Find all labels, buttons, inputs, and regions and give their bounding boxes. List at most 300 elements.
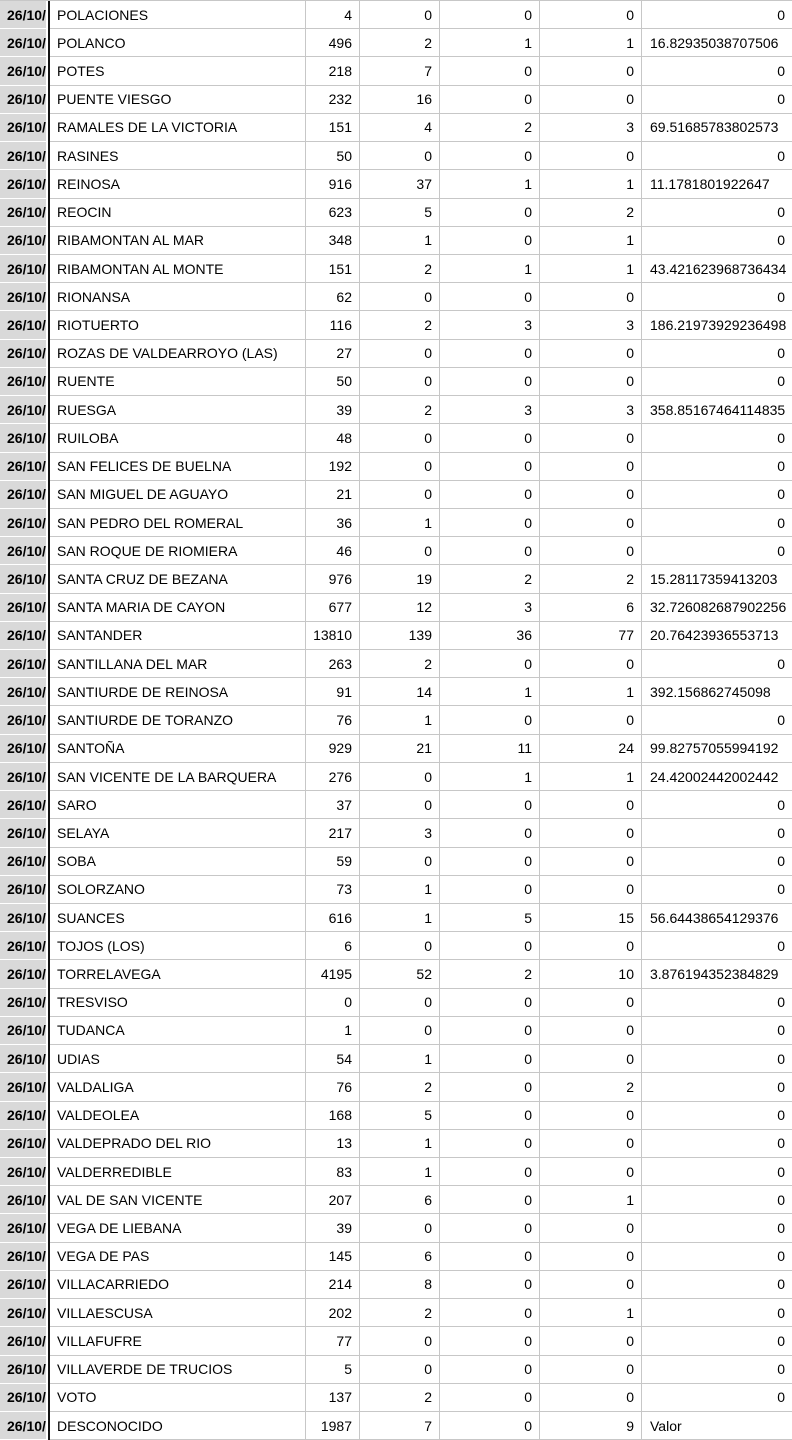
value-cell-3: 1 — [440, 170, 540, 198]
date-cell: 26/10/ — [0, 1412, 50, 1440]
date-cell: 26/10/ — [0, 594, 50, 622]
value-cell-4: 0 — [540, 1045, 642, 1073]
value-cell-1: 4195 — [306, 960, 360, 988]
date-cell: 26/10/ — [0, 1073, 50, 1101]
value-cell-5: 0 — [642, 453, 792, 481]
value-cell-5: 11.1781801922647 — [642, 170, 792, 198]
table-row — [0, 848, 792, 876]
table-row — [0, 678, 792, 706]
date-cell: 26/10/ — [0, 57, 50, 85]
municipality-cell: TOJOS (LOS) — [50, 932, 306, 960]
value-cell-5: 43.421623968736434 — [642, 255, 792, 283]
value-cell-5: 0 — [642, 509, 792, 537]
value-cell-1: 62 — [306, 283, 360, 311]
value-cell-2: 1 — [360, 1130, 440, 1158]
value-cell-4: 0 — [540, 283, 642, 311]
date-cell: 26/10/ — [0, 1271, 50, 1299]
table-row — [0, 509, 792, 537]
value-cell-5: 0 — [642, 142, 792, 170]
municipality-cell: VEGA DE LIEBANA — [50, 1214, 306, 1242]
value-cell-2: 21 — [360, 735, 440, 763]
value-cell-4: 0 — [540, 1356, 642, 1384]
value-cell-1: 616 — [306, 904, 360, 932]
value-cell-4: 0 — [540, 424, 642, 452]
value-cell-1: 976 — [306, 565, 360, 593]
table-row — [0, 29, 792, 57]
table-row — [0, 594, 792, 622]
value-cell-4: 0 — [540, 481, 642, 509]
municipality-cell: VAL DE SAN VICENTE — [50, 1186, 306, 1214]
municipality-cell: RUESGA — [50, 396, 306, 424]
value-cell-2: 0 — [360, 142, 440, 170]
date-cell: 26/10/ — [0, 650, 50, 678]
municipality-cell: SARO — [50, 791, 306, 819]
municipality-cell: SUANCES — [50, 904, 306, 932]
value-cell-1: 39 — [306, 1214, 360, 1242]
value-cell-4: 1 — [540, 1186, 642, 1214]
value-cell-3: 0 — [440, 1327, 540, 1355]
value-cell-2: 0 — [360, 1327, 440, 1355]
value-cell-2: 1 — [360, 1045, 440, 1073]
date-cell: 26/10/ — [0, 706, 50, 734]
value-cell-4: 0 — [540, 86, 642, 114]
table-row — [0, 1214, 792, 1242]
value-cell-4: 0 — [540, 1214, 642, 1242]
value-cell-1: 348 — [306, 227, 360, 255]
table-row — [0, 1299, 792, 1327]
value-cell-2: 1 — [360, 509, 440, 537]
value-cell-3: 0 — [440, 1073, 540, 1101]
value-cell-5: 56.64438654129376 — [642, 904, 792, 932]
table-row — [0, 1, 792, 29]
value-cell-4: 2 — [540, 1073, 642, 1101]
value-cell-5: 0 — [642, 791, 792, 819]
value-cell-1: 1987 — [306, 1412, 360, 1440]
municipality-cell: TORRELAVEGA — [50, 960, 306, 988]
value-cell-4: 0 — [540, 1130, 642, 1158]
table-row — [0, 763, 792, 791]
municipality-cell: RIOTUERTO — [50, 311, 306, 339]
value-cell-2: 0 — [360, 989, 440, 1017]
value-cell-5: 0 — [642, 340, 792, 368]
municipality-cell: RIBAMONTAN AL MONTE — [50, 255, 306, 283]
value-cell-2: 0 — [360, 424, 440, 452]
value-cell-1: 202 — [306, 1299, 360, 1327]
municipality-cell: TRESVISO — [50, 989, 306, 1017]
value-cell-3: 3 — [440, 311, 540, 339]
value-cell-5: 0 — [642, 57, 792, 85]
value-cell-1: 46 — [306, 537, 360, 565]
value-cell-5: Valor — [642, 1412, 792, 1440]
value-cell-2: 2 — [360, 1384, 440, 1412]
value-cell-5: 358.85167464114835 — [642, 396, 792, 424]
municipality-cell: SANTIURDE DE TORANZO — [50, 706, 306, 734]
value-cell-3: 0 — [440, 424, 540, 452]
value-cell-4: 0 — [540, 57, 642, 85]
value-cell-1: 151 — [306, 255, 360, 283]
value-cell-5: 0 — [642, 368, 792, 396]
municipality-cell: REOCIN — [50, 199, 306, 227]
table-row — [0, 904, 792, 932]
municipality-cell: SANTA MARIA DE CAYON — [50, 594, 306, 622]
date-cell: 26/10/ — [0, 1102, 50, 1130]
date-cell: 26/10/ — [0, 989, 50, 1017]
date-cell: 26/10/ — [0, 1299, 50, 1327]
date-cell: 26/10/ — [0, 678, 50, 706]
municipality-cell: RIBAMONTAN AL MAR — [50, 227, 306, 255]
date-cell: 26/10/ — [0, 1158, 50, 1186]
date-cell: 26/10/ — [0, 396, 50, 424]
value-cell-3: 0 — [440, 1384, 540, 1412]
value-cell-3: 0 — [440, 481, 540, 509]
table-row — [0, 396, 792, 424]
value-cell-3: 0 — [440, 1412, 540, 1440]
value-cell-1: 37 — [306, 791, 360, 819]
municipality-cell: SANTA CRUZ DE BEZANA — [50, 565, 306, 593]
table-row — [0, 1384, 792, 1412]
table-row — [0, 1102, 792, 1130]
value-cell-5: 0 — [642, 424, 792, 452]
date-cell: 26/10/ — [0, 1130, 50, 1158]
table-row — [0, 1412, 792, 1440]
value-cell-4: 0 — [540, 142, 642, 170]
value-cell-3: 1 — [440, 255, 540, 283]
value-cell-4: 0 — [540, 509, 642, 537]
value-cell-2: 52 — [360, 960, 440, 988]
table-row — [0, 1186, 792, 1214]
value-cell-4: 0 — [540, 1384, 642, 1412]
value-cell-5: 32.726082687902256 — [642, 594, 792, 622]
value-cell-2: 2 — [360, 1073, 440, 1101]
value-cell-2: 0 — [360, 763, 440, 791]
value-cell-4: 15 — [540, 904, 642, 932]
value-cell-2: 5 — [360, 199, 440, 227]
municipality-cell: RAMALES DE LA VICTORIA — [50, 114, 306, 142]
municipality-cell: POTES — [50, 57, 306, 85]
value-cell-5: 0 — [642, 1356, 792, 1384]
table-row — [0, 819, 792, 847]
value-cell-4: 1 — [540, 170, 642, 198]
value-cell-3: 0 — [440, 368, 540, 396]
date-cell: 26/10/ — [0, 509, 50, 537]
municipality-cell: VILLAFUFRE — [50, 1327, 306, 1355]
table-row — [0, 960, 792, 988]
table-row — [0, 706, 792, 734]
value-cell-4: 2 — [540, 199, 642, 227]
municipality-cell: SANTILLANA DEL MAR — [50, 650, 306, 678]
municipality-cell: REINOSA — [50, 170, 306, 198]
value-cell-4: 0 — [540, 340, 642, 368]
value-cell-5: 0 — [642, 1214, 792, 1242]
date-cell: 26/10/ — [0, 876, 50, 904]
value-cell-5: 0 — [642, 199, 792, 227]
value-cell-5: 0 — [642, 932, 792, 960]
table-row — [0, 142, 792, 170]
value-cell-4: 0 — [540, 989, 642, 1017]
table-row — [0, 57, 792, 85]
value-cell-2: 6 — [360, 1186, 440, 1214]
table-row — [0, 1130, 792, 1158]
table-row — [0, 424, 792, 452]
value-cell-2: 3 — [360, 819, 440, 847]
date-cell: 26/10/ — [0, 904, 50, 932]
value-cell-1: 192 — [306, 453, 360, 481]
value-cell-1: 77 — [306, 1327, 360, 1355]
value-cell-1: 137 — [306, 1384, 360, 1412]
table-row — [0, 453, 792, 481]
date-cell: 26/10/ — [0, 1186, 50, 1214]
value-cell-5: 0 — [642, 989, 792, 1017]
value-cell-5: 15.28117359413203 — [642, 565, 792, 593]
date-cell: 26/10/ — [0, 170, 50, 198]
value-cell-2: 0 — [360, 1, 440, 29]
value-cell-2: 14 — [360, 678, 440, 706]
value-cell-1: 214 — [306, 1271, 360, 1299]
value-cell-4: 0 — [540, 1102, 642, 1130]
value-cell-4: 0 — [540, 1017, 642, 1045]
date-cell: 26/10/ — [0, 1327, 50, 1355]
value-cell-3: 0 — [440, 1243, 540, 1271]
value-cell-3: 1 — [440, 678, 540, 706]
date-cell: 26/10/ — [0, 537, 50, 565]
table-row — [0, 1356, 792, 1384]
value-cell-5: 392.156862745098 — [642, 678, 792, 706]
value-cell-5: 0 — [642, 706, 792, 734]
value-cell-1: 145 — [306, 1243, 360, 1271]
value-cell-4: 0 — [540, 791, 642, 819]
municipality-cell: POLANCO — [50, 29, 306, 57]
value-cell-1: 13 — [306, 1130, 360, 1158]
date-cell: 26/10/ — [0, 622, 50, 650]
value-cell-2: 5 — [360, 1102, 440, 1130]
date-cell: 26/10/ — [0, 368, 50, 396]
value-cell-4: 0 — [540, 876, 642, 904]
value-cell-2: 0 — [360, 537, 440, 565]
value-cell-2: 19 — [360, 565, 440, 593]
date-cell: 26/10/ — [0, 340, 50, 368]
date-cell: 26/10/ — [0, 453, 50, 481]
value-cell-1: 916 — [306, 170, 360, 198]
table-row — [0, 1073, 792, 1101]
date-cell: 26/10/ — [0, 763, 50, 791]
table-row — [0, 481, 792, 509]
municipality-cell: TUDANCA — [50, 1017, 306, 1045]
date-cell: 26/10/ — [0, 1, 50, 29]
value-cell-2: 4 — [360, 114, 440, 142]
table-row — [0, 1271, 792, 1299]
value-cell-3: 0 — [440, 932, 540, 960]
municipality-cell: UDIAS — [50, 1045, 306, 1073]
value-cell-2: 2 — [360, 29, 440, 57]
value-cell-1: 13810 — [306, 622, 360, 650]
value-cell-3: 0 — [440, 1299, 540, 1327]
frozen-column-divider — [48, 1, 50, 1440]
table-row — [0, 199, 792, 227]
value-cell-4: 1 — [540, 1299, 642, 1327]
table-row — [0, 932, 792, 960]
value-cell-4: 24 — [540, 735, 642, 763]
value-cell-5: 0 — [642, 876, 792, 904]
value-cell-2: 0 — [360, 368, 440, 396]
value-cell-3: 2 — [440, 114, 540, 142]
value-cell-4: 1 — [540, 29, 642, 57]
value-cell-3: 0 — [440, 989, 540, 1017]
value-cell-1: 929 — [306, 735, 360, 763]
value-cell-1: 6 — [306, 932, 360, 960]
date-cell: 26/10/ — [0, 735, 50, 763]
value-cell-1: 83 — [306, 1158, 360, 1186]
date-cell: 26/10/ — [0, 848, 50, 876]
value-cell-2: 0 — [360, 1214, 440, 1242]
value-cell-3: 0 — [440, 1, 540, 29]
value-cell-3: 5 — [440, 904, 540, 932]
value-cell-3: 0 — [440, 1214, 540, 1242]
table-row — [0, 1158, 792, 1186]
table-row — [0, 650, 792, 678]
value-cell-3: 3 — [440, 396, 540, 424]
value-cell-4: 0 — [540, 1, 642, 29]
value-cell-5: 0 — [642, 1130, 792, 1158]
value-cell-1: 232 — [306, 86, 360, 114]
table-row — [0, 114, 792, 142]
value-cell-3: 0 — [440, 453, 540, 481]
date-cell: 26/10/ — [0, 481, 50, 509]
value-cell-5: 0 — [642, 227, 792, 255]
date-cell: 26/10/ — [0, 142, 50, 170]
value-cell-4: 1 — [540, 255, 642, 283]
value-cell-5: 0 — [642, 1186, 792, 1214]
value-cell-3: 0 — [440, 1158, 540, 1186]
value-cell-4: 2 — [540, 565, 642, 593]
value-cell-4: 0 — [540, 537, 642, 565]
date-cell: 26/10/ — [0, 283, 50, 311]
municipality-cell: RIONANSA — [50, 283, 306, 311]
value-cell-3: 0 — [440, 86, 540, 114]
value-cell-3: 0 — [440, 1356, 540, 1384]
table-row — [0, 170, 792, 198]
value-cell-5: 16.82935038707506 — [642, 29, 792, 57]
table-row — [0, 876, 792, 904]
date-cell: 26/10/ — [0, 86, 50, 114]
table-row — [0, 622, 792, 650]
value-cell-4: 0 — [540, 1243, 642, 1271]
value-cell-2: 0 — [360, 1356, 440, 1384]
municipality-cell: VALDEOLEA — [50, 1102, 306, 1130]
value-cell-4: 1 — [540, 763, 642, 791]
date-cell: 26/10/ — [0, 114, 50, 142]
value-cell-4: 3 — [540, 396, 642, 424]
table-row — [0, 1327, 792, 1355]
value-cell-2: 1 — [360, 904, 440, 932]
table-row — [0, 340, 792, 368]
value-cell-4: 6 — [540, 594, 642, 622]
date-cell: 26/10/ — [0, 199, 50, 227]
municipality-cell: SAN FELICES DE BUELNA — [50, 453, 306, 481]
value-cell-4: 1 — [540, 678, 642, 706]
table-row — [0, 255, 792, 283]
date-cell: 26/10/ — [0, 1045, 50, 1073]
value-cell-5: 20.76423936553713 — [642, 622, 792, 650]
value-cell-3: 0 — [440, 876, 540, 904]
date-cell: 26/10/ — [0, 565, 50, 593]
municipality-cell: VEGA DE PAS — [50, 1243, 306, 1271]
value-cell-2: 0 — [360, 1017, 440, 1045]
value-cell-1: 276 — [306, 763, 360, 791]
value-cell-1: 218 — [306, 57, 360, 85]
value-cell-1: 73 — [306, 876, 360, 904]
municipality-cell: SANTOÑA — [50, 735, 306, 763]
municipality-cell: RASINES — [50, 142, 306, 170]
municipality-cell: RUILOBA — [50, 424, 306, 452]
value-cell-1: 168 — [306, 1102, 360, 1130]
value-cell-5: 0 — [642, 848, 792, 876]
value-cell-3: 0 — [440, 848, 540, 876]
value-cell-3: 0 — [440, 142, 540, 170]
value-cell-2: 0 — [360, 848, 440, 876]
municipality-cell: SAN ROQUE DE RIOMIERA — [50, 537, 306, 565]
municipality-cell: VILLAESCUSA — [50, 1299, 306, 1327]
value-cell-1: 91 — [306, 678, 360, 706]
date-cell: 26/10/ — [0, 1356, 50, 1384]
table-row — [0, 311, 792, 339]
value-cell-3: 0 — [440, 1017, 540, 1045]
date-cell: 26/10/ — [0, 1243, 50, 1271]
value-cell-2: 1 — [360, 706, 440, 734]
municipality-cell: SAN VICENTE DE LA BARQUERA — [50, 763, 306, 791]
municipality-cell: SANTANDER — [50, 622, 306, 650]
value-cell-1: 677 — [306, 594, 360, 622]
municipality-cell: DESCONOCIDO — [50, 1412, 306, 1440]
value-cell-3: 0 — [440, 819, 540, 847]
value-cell-2: 37 — [360, 170, 440, 198]
date-cell: 26/10/ — [0, 932, 50, 960]
value-cell-5: 0 — [642, 650, 792, 678]
value-cell-4: 0 — [540, 453, 642, 481]
municipality-cell: ROZAS DE VALDEARROYO (LAS) — [50, 340, 306, 368]
value-cell-5: 24.42002442002442 — [642, 763, 792, 791]
value-cell-3: 0 — [440, 791, 540, 819]
municipality-cell: VOTO — [50, 1384, 306, 1412]
value-cell-5: 0 — [642, 1271, 792, 1299]
value-cell-5: 3.876194352384829 — [642, 960, 792, 988]
value-cell-4: 0 — [540, 1158, 642, 1186]
table-row — [0, 791, 792, 819]
date-cell: 26/10/ — [0, 1214, 50, 1242]
value-cell-4: 77 — [540, 622, 642, 650]
value-cell-2: 7 — [360, 1412, 440, 1440]
value-cell-1: 263 — [306, 650, 360, 678]
table-row — [0, 283, 792, 311]
table-row — [0, 227, 792, 255]
municipality-cell: VALDALIGA — [50, 1073, 306, 1101]
value-cell-4: 10 — [540, 960, 642, 988]
value-cell-4: 3 — [540, 311, 642, 339]
value-cell-5: 0 — [642, 1073, 792, 1101]
municipality-cell: SELAYA — [50, 819, 306, 847]
value-cell-1: 217 — [306, 819, 360, 847]
value-cell-4: 0 — [540, 848, 642, 876]
value-cell-2: 1 — [360, 876, 440, 904]
value-cell-3: 0 — [440, 1271, 540, 1299]
value-cell-2: 2 — [360, 1299, 440, 1327]
value-cell-3: 1 — [440, 29, 540, 57]
value-cell-3: 0 — [440, 537, 540, 565]
value-cell-3: 2 — [440, 565, 540, 593]
value-cell-4: 0 — [540, 1327, 642, 1355]
value-cell-3: 0 — [440, 1130, 540, 1158]
value-cell-2: 2 — [360, 396, 440, 424]
value-cell-1: 50 — [306, 368, 360, 396]
